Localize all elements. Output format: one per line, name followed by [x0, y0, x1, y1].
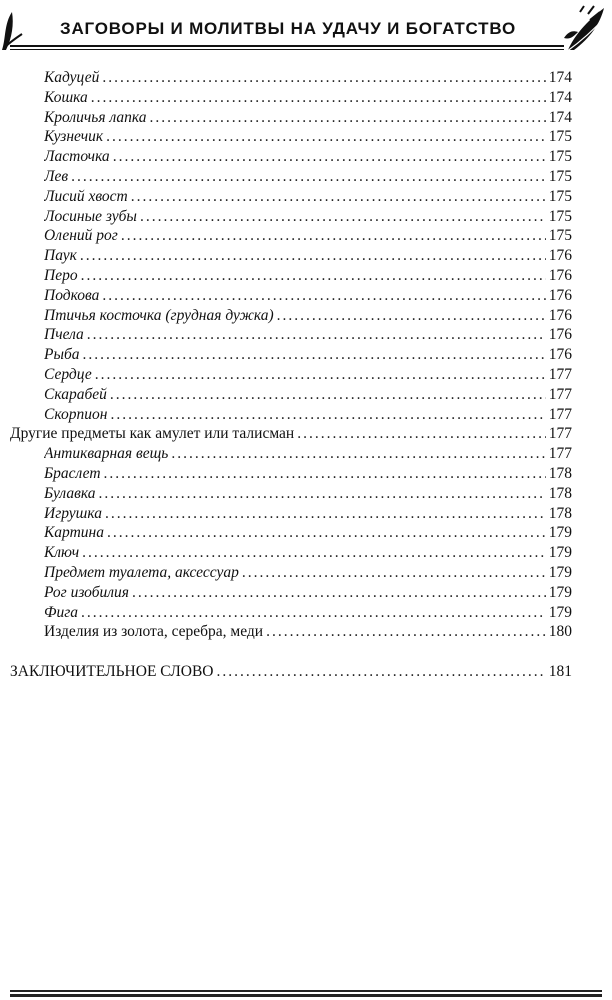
- toc-entry: [44, 325, 572, 345]
- toc-leader-dots: [105, 504, 546, 524]
- toc-entry-page: 178: [548, 465, 572, 482]
- toc-leader-dots: [80, 246, 546, 266]
- toc-entry-title: Скорпион: [44, 405, 108, 423]
- toc-entry-page: 176: [548, 267, 572, 284]
- toc-entry-page: 174: [548, 108, 572, 126]
- toc-section-entry: [10, 424, 572, 444]
- toc-leader-dots: [71, 167, 546, 187]
- toc-entry: [44, 543, 572, 563]
- toc-entry-page: 179: [548, 524, 572, 542]
- toc-entry: [44, 306, 572, 326]
- toc-entry-title: Рог изобилия: [44, 583, 129, 601]
- toc-leader-dots: [107, 523, 546, 543]
- toc-entry-title: Перо: [44, 267, 78, 284]
- toc-entry: [44, 246, 572, 266]
- toc-entry-title: Фига: [44, 603, 79, 621]
- toc-entry-page: 179: [548, 564, 572, 581]
- toc-leader-dots: [83, 345, 546, 365]
- toc-entry-page: 179: [548, 544, 572, 562]
- toc-entry-page: 176: [548, 247, 572, 265]
- header-title: ЗАГОВОРЫ И МОЛИТВЫ НА УДАЧУ И БОГАТСТВО: [60, 19, 517, 38]
- toc-entry: [44, 622, 572, 642]
- toc-entry-page: 179: [548, 603, 572, 621]
- toc-entry-page: 175: [548, 128, 572, 146]
- toc-leader-dots: [87, 325, 546, 345]
- leaf-ornament-right-icon: [560, 2, 610, 54]
- toc-leader-dots: [98, 484, 545, 504]
- toc-leader-dots: [132, 583, 546, 603]
- toc-entry: [44, 405, 572, 425]
- toc-leader-dots: [266, 622, 546, 642]
- toc-entry: [44, 266, 572, 286]
- toc-entry-title: Другие предметы как амулет или талисман: [10, 425, 295, 443]
- toc-entry-page: 177: [548, 385, 572, 403]
- toc-entry: [44, 504, 572, 524]
- toc-entry-title: Изделия из золота, серебра, меди: [44, 623, 264, 641]
- toc-entry-title: Ласточка: [44, 148, 110, 166]
- toc-leader-dots: [150, 108, 546, 128]
- toc-entry-title: Булавка: [44, 484, 96, 502]
- toc-entry-title: Ключ: [44, 544, 80, 562]
- toc-leader-dots: [110, 385, 546, 405]
- toc-entry-title: Кошка: [44, 88, 88, 106]
- toc-entry-page: 178: [548, 484, 572, 502]
- toc-leader-dots: [81, 603, 546, 623]
- toc-entry-title: Скарабей: [44, 385, 107, 403]
- toc-entry: [44, 207, 572, 227]
- footer-rule: [10, 990, 602, 992]
- toc-entry: [44, 464, 572, 484]
- toc-leader-dots: [81, 266, 546, 286]
- toc-entry-title: Лев: [44, 168, 69, 185]
- toc-entry: [44, 484, 572, 504]
- toc-leader-dots: [131, 187, 546, 207]
- toc-entry-page: 176: [548, 346, 572, 364]
- toc-entry-page: 175: [548, 187, 572, 205]
- toc-entry-title: Птичья косточка (грудная дужка): [44, 306, 274, 324]
- toc-entry: [44, 286, 572, 306]
- toc-leader-dots: [82, 543, 546, 563]
- toc-entry-page: 174: [548, 88, 572, 106]
- toc-entry: [44, 108, 572, 128]
- toc-entry-title: Предмет туалета, аксессуар: [44, 564, 239, 581]
- toc-entry-title: Сердце: [44, 366, 92, 383]
- toc-entry-page: 175: [548, 207, 572, 225]
- toc-leader-dots: [104, 464, 546, 484]
- toc-entry-page: 176: [548, 306, 572, 324]
- toc-entry-title: Пчела: [44, 326, 84, 344]
- toc-entry-title: Антикварная вещь: [44, 445, 169, 463]
- footer-rule-thick: [10, 994, 602, 997]
- toc-entry-title: Кузнечик: [44, 128, 104, 146]
- toc-entry: [44, 385, 572, 405]
- toc-entry-page: 174: [548, 69, 572, 86]
- toc-entry-title: Игрушка: [44, 504, 102, 522]
- toc-entry-page: 175: [548, 227, 572, 245]
- toc-leader-dots: [297, 424, 546, 444]
- toc-entry: [44, 127, 572, 147]
- toc-entry: [44, 444, 572, 464]
- toc-leader-dots: [216, 662, 545, 682]
- toc-entry-title: Кроличья лапка: [44, 108, 147, 126]
- toc-entry-title: Кадуцей: [44, 69, 100, 86]
- toc-leader-dots: [171, 444, 545, 464]
- toc-entry-page: 177: [548, 425, 572, 443]
- toc-entry-page: 179: [548, 583, 572, 601]
- toc-entry-page: 177: [548, 366, 572, 383]
- toc-entry: [44, 523, 572, 543]
- toc-entry-title: Паук: [44, 247, 77, 265]
- toc-leader-dots: [110, 405, 545, 425]
- toc-entry: [44, 603, 572, 623]
- toc-leader-dots: [102, 286, 545, 306]
- toc-leader-dots: [121, 226, 546, 246]
- toc-entry-page: 175: [548, 168, 572, 185]
- toc-leader-dots: [113, 147, 546, 167]
- running-header: [0, 0, 612, 58]
- toc-entry-title: Олений рог: [44, 227, 118, 245]
- toc-entry-page: 175: [548, 148, 572, 166]
- toc-entry-page: 176: [548, 286, 572, 304]
- toc-leader-dots: [95, 365, 546, 385]
- toc-leader-dots: [277, 306, 546, 326]
- toc-entry: [44, 88, 572, 108]
- toc-entry: [44, 167, 572, 187]
- toc-entry: [44, 226, 572, 246]
- toc-entry-title: Браслет: [44, 465, 101, 482]
- toc-entry: [44, 187, 572, 207]
- toc-entry: [44, 68, 572, 88]
- toc-entry-page: 178: [548, 504, 572, 522]
- toc-entry: [44, 147, 572, 167]
- header-rule-thin: [10, 49, 564, 50]
- toc-leader-dots: [91, 88, 546, 108]
- toc-entry: [44, 583, 572, 603]
- toc-leader-dots: [242, 563, 546, 583]
- toc-entry-title: Подкова: [44, 286, 100, 304]
- toc-leader-dots: [106, 127, 546, 147]
- toc-entry: [44, 563, 572, 583]
- toc-entry-page: 176: [548, 326, 572, 344]
- toc-entry-title: Картина: [44, 524, 104, 542]
- toc-entry-page: 177: [548, 405, 572, 423]
- toc-entry-title: ЗАКЛЮЧИТЕЛЬНОЕ СЛОВО: [10, 663, 214, 681]
- toc-entry: [44, 365, 572, 385]
- toc-entry-page: 177: [548, 445, 572, 463]
- header-rule: [10, 45, 564, 47]
- toc-chapter-entry: [10, 662, 572, 682]
- toc-entry-title: Лосиные зубы: [44, 207, 137, 225]
- toc-leader-dots: [140, 207, 546, 227]
- toc-entry-title: Рыба: [44, 346, 80, 364]
- toc-entry-page: 180: [548, 623, 572, 641]
- toc-entry: [44, 345, 572, 365]
- toc-leader-dots: [102, 68, 545, 88]
- toc-entry-page: 181: [548, 663, 572, 681]
- toc-entry-title: Лисий хвост: [44, 187, 128, 205]
